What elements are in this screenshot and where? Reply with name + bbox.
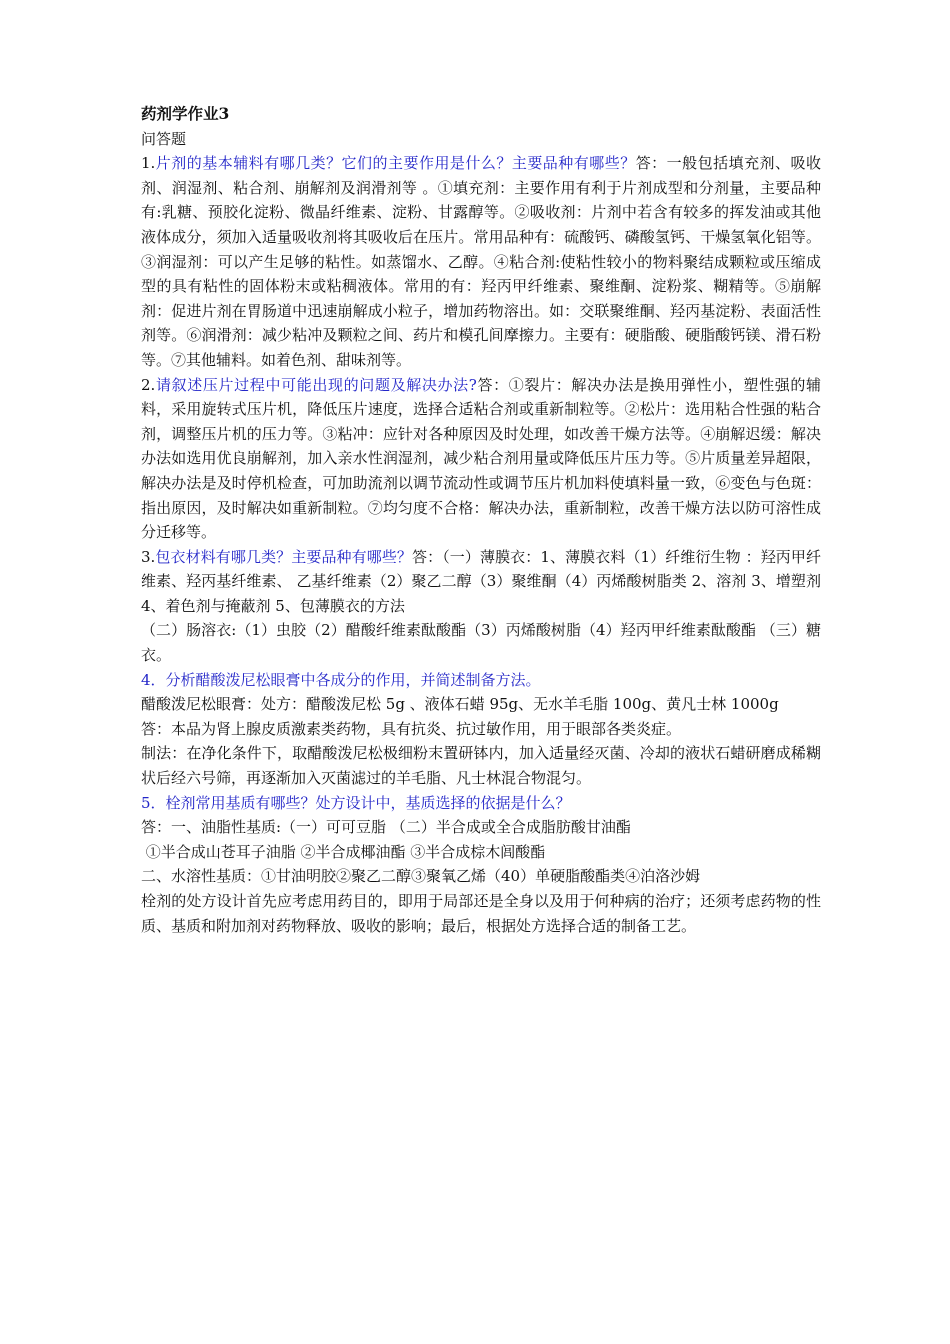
q1-number: 1. (141, 154, 156, 173)
document-page (141, 102, 821, 938)
q5-answer-line-3: 二、水溶性基质：①甘油明胶②聚乙二醇③聚氧乙烯（40）单硬脂酸酯类④泊洛沙姆 (141, 867, 701, 886)
q2-number: 2. (141, 375, 156, 394)
q3-number: 3. (141, 547, 156, 566)
q2-answer: 答：①裂片：解决办法是换用弹性小，塑性强的辅料，采用旋转式压片机，降低压片速度，选择合适粘合剂或重新制粒等。②松片：选用粘合性强的粘合剂，调整压片机的压力等。③粘冲：应针对各种原因及时处理，如改善干燥方法等。④崩解迟缓：解决办法如选用优良崩解剂，加入亲水性润湿剂，减少粘合剂用量或降低压片压力等。⑤片质量差异超限，解决办法是及时停机检查，可加助流剂以调节流动性或调节压片机加料使填料量一致，⑥变色与色斑：指出原因，及时解决如重新制粒。⑦均匀度不合格：解决办法，重新制粒，改善干燥方法以防可溶性成分迁移等。 (141, 375, 821, 542)
q5-answer-line-2: ①半合成山苍耳子油脂 ②半合成椰油酯 ③半合成棕木闾酸酯 (141, 842, 546, 861)
q3-answer: 答：（一）薄膜衣：1、薄膜衣料（1）纤维衍生物 ：羟丙甲纤维素、羟丙基纤维素、 乙基纤维素（2）聚乙二醇（3）聚维酮（4）丙烯酸树脂类 2、溶剂 3、增塑剂 4、着色剂与掩蔽剂 5、包薄膜衣的方法 (141, 547, 821, 615)
q4-answer: 答：本品为肾上腺皮质激素类药物，具有抗炎、抗过敏作用，用于眼部各类炎症。 (141, 719, 682, 738)
q4-question: 4．分析醋酸泼尼松眼膏中各成分的作用，并简述制备方法。 (141, 670, 541, 689)
q3-question: 包衣材料有哪几类？主要品种有哪些？ (155, 547, 413, 566)
q2-question: 请叙述压片过程中可能出现的问题及解决办法? (155, 375, 477, 394)
q4-formula: 醋酸泼尼松眼膏：处方：醋酸泼尼松 5g 、液体石蜡 95g、无水羊毛脂 100g、黄凡士林 1000g (141, 695, 779, 714)
question-1 (141, 151, 821, 372)
section-heading: 问答题 (141, 129, 187, 148)
question-2 (141, 373, 821, 545)
doc-title: 药剂学作业3 (141, 104, 230, 123)
q5-answer-line-4: 栓剂的处方设计首先应考虑用药目的，即用于局部还是全身以及用于何种病的治疗；还须考虑药物的性质、基质和附加剂对药物释放、吸收的影响；最后，根据处方选择合适的制备工艺。 (141, 892, 821, 935)
q1-answer: 答：一般包括填充剂、吸收剂、润湿剂、粘合剂、崩解剂及润滑剂等 。①填充剂：主要作用有利于片剂成型和分剂量，主要品种有:乳糖、预胶化淀粉、微晶纤维素、淀粉、甘露醇等。②吸收剂：片剂中若含有较多的挥发油或其他液体成分，须加入适量吸收剂将其吸收后在压片。常用品种有：硫酸钙、磷酸氢钙、干燥氢氧化铝等。③润湿剂：可以产生足够的粘性。如蒸馏水、乙醇。④粘合剂:使粘性较小的物料聚结成颗粒或压缩成型的具有粘性的固体粉末或粘稠液体。常用的有：羟丙甲纤维素、聚维酮、淀粉浆、糊精等。⑤崩解剂：促进片剂在胃肠道中迅速崩解成小粒子，增加药物溶出。如：交联聚维酮、羟丙基淀粉、表面活性剂等。⑥润滑剂：减少粘冲及颗粒之间、药片和模孔间摩擦力。主要有：硬脂酸、硬脂酸钙镁、滑石粉等。⑦其他辅料。如着色剂、甜味剂等。 (141, 154, 821, 369)
q5-question: 5．栓剂常用基质有哪些？处方设计中，基质选择的依据是什么？ (141, 793, 571, 812)
q3-answer-continued: （二）肠溶衣:（1）虫胶（2）醋酸纤维素酞酸酯（3）丙烯酸树脂（4）羟丙甲纤维素酞酸酯 （三）糖衣。 (141, 621, 821, 665)
q4-method: 制法：在净化条件下，取醋酸泼尼松极细粉末置研钵内，加入适量经灭菌、冷却的液状石蜡研磨成稀糊状后经六号筛，再逐渐加入灭菌滤过的羊毛脂、凡士林混合物混匀。 (141, 744, 821, 788)
q1-question: 片剂的基本辅料有哪几类？它们的主要作用是什么？主要品种有哪些？ (155, 154, 636, 173)
question-3 (141, 545, 821, 619)
q5-answer-line-1: 答：一、油脂性基质:（一）可可豆脂 （二）半合成或全合成脂肪酸甘油酯 (141, 818, 631, 837)
